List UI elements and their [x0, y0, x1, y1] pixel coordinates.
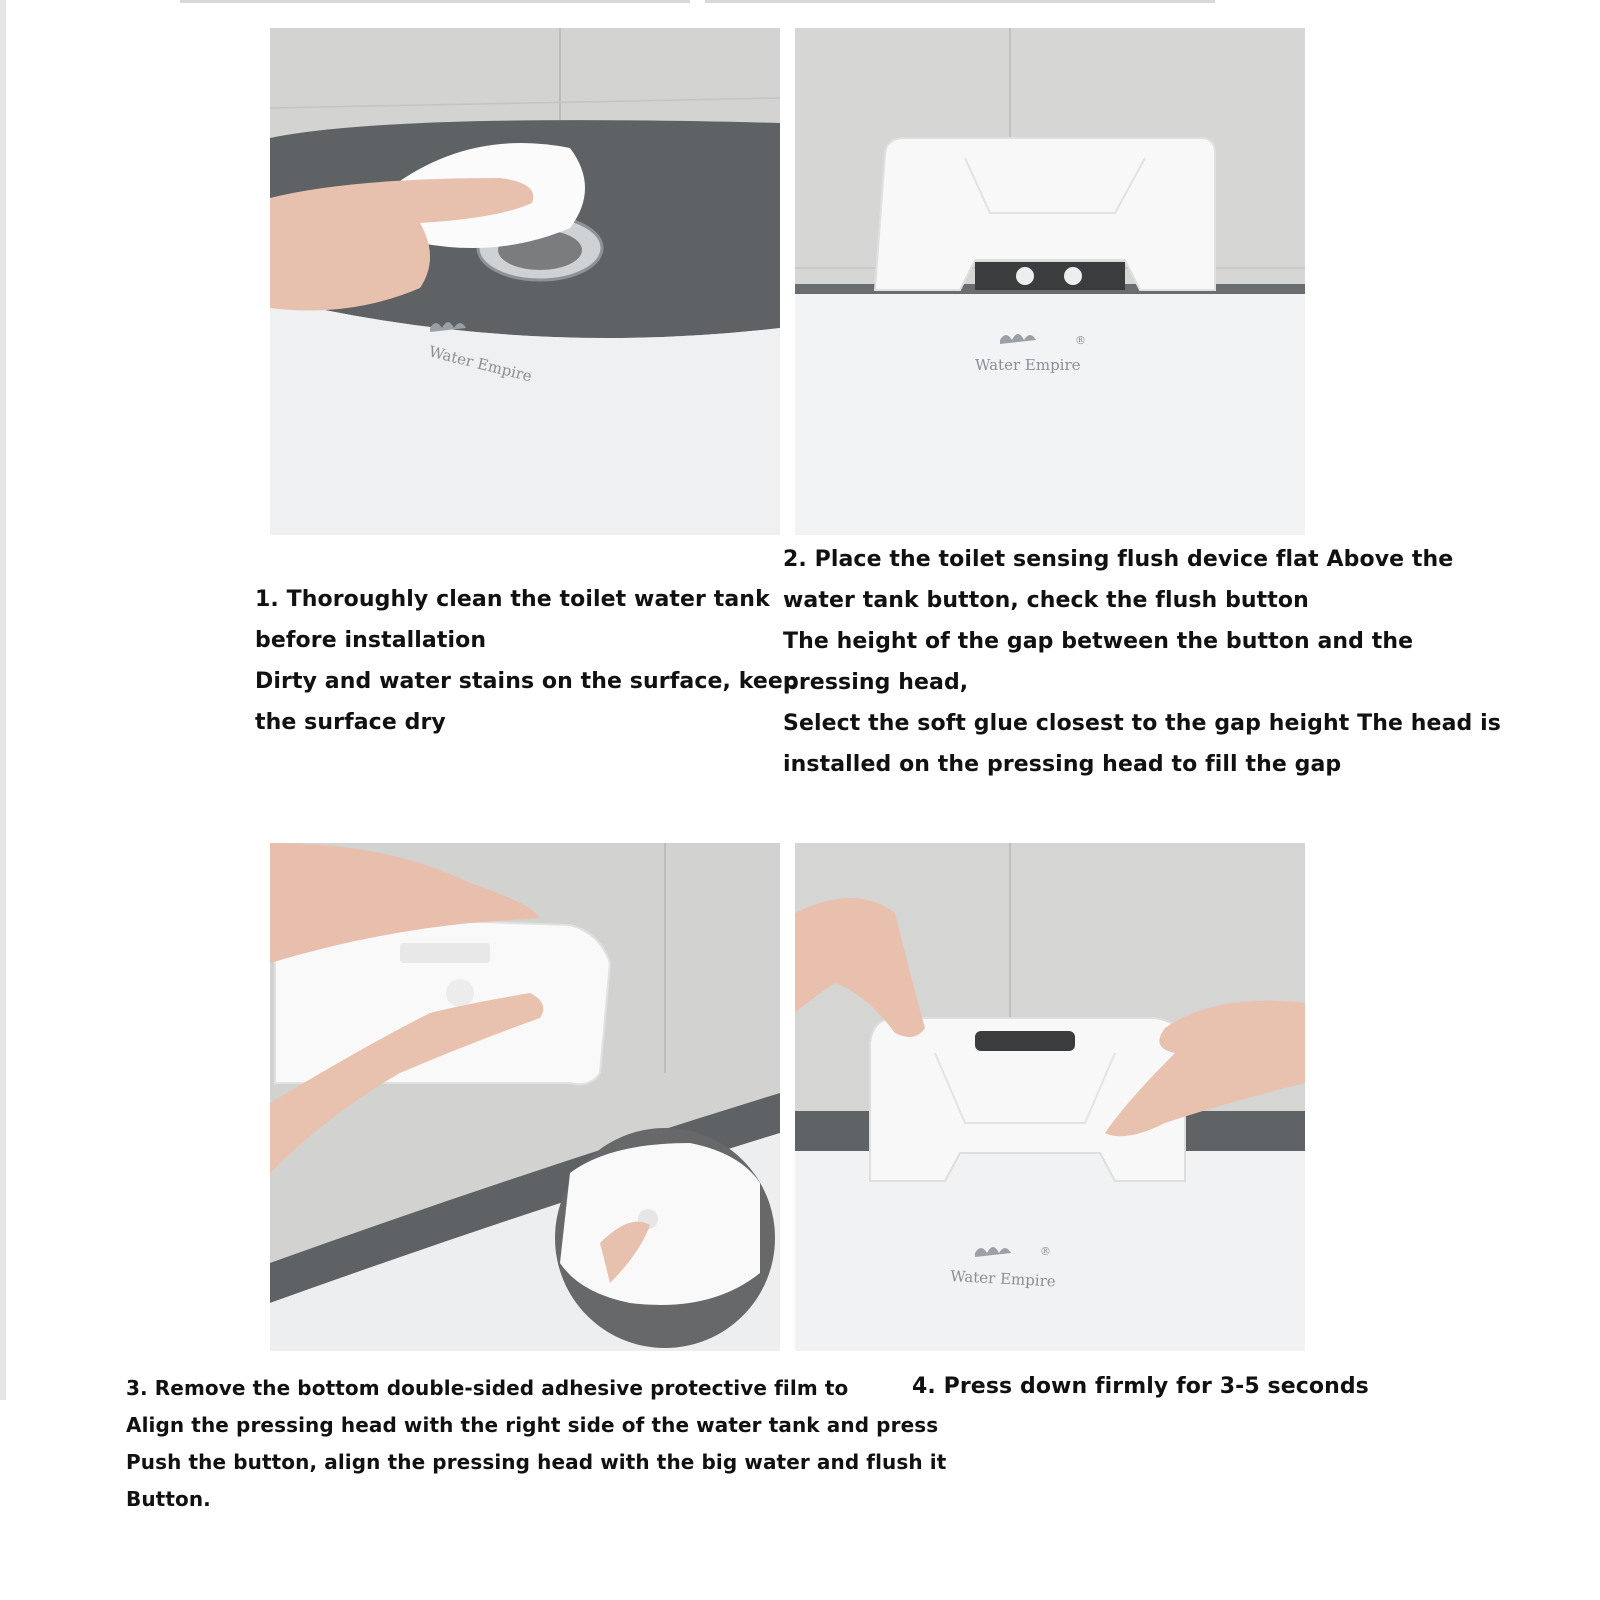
step-4-photo	[795, 843, 1305, 1351]
registered-mark: ®	[1040, 1245, 1051, 1258]
step-2-line: Select the soft glue closest to the gap height The head is	[783, 711, 1501, 736]
step-3-line: Push the button, align the pressing head with the big water and flush it	[126, 1450, 947, 1474]
logo-text: Water Empire	[975, 356, 1081, 374]
step-2-line: installed on the pressing head to fill the gap	[783, 752, 1342, 777]
step-3-line: 3. Remove the bottom double-sided adhesive protective film to	[126, 1376, 849, 1400]
step-2-line: water tank button, check the flush button	[783, 588, 1309, 613]
step-2-line: 2. Place the toilet sensing flush device flat Above the	[783, 547, 1454, 572]
page-left-edge	[0, 0, 6, 1400]
step-1-line: 1. Thoroughly clean the toilet water tank	[255, 587, 770, 612]
registered-mark: ®	[1075, 334, 1086, 347]
top-divider-left	[180, 0, 690, 3]
logo-text: Water Empire	[949, 1267, 1057, 1291]
step-4-illustration	[795, 843, 1305, 1351]
step-4-caption	[912, 1366, 1369, 1407]
step-2-illustration	[795, 28, 1305, 535]
logo-text: Water Empire	[427, 342, 534, 386]
step-3-photo	[270, 843, 780, 1351]
step-1-illustration	[270, 28, 780, 535]
step-2-photo	[795, 28, 1305, 535]
step-3-illustration	[270, 843, 780, 1351]
step-1-line: the surface dry	[255, 710, 446, 735]
step-2-caption	[783, 539, 1501, 785]
step-2-line: The height of the gap between the button and the	[783, 629, 1414, 654]
step-3-line: Align the pressing head with the right side of the water tank and press	[126, 1413, 939, 1437]
step-3-caption	[126, 1370, 946, 1518]
step-2-line: pressing head,	[783, 670, 969, 695]
top-divider-right	[705, 0, 1215, 3]
step-1-caption	[255, 579, 799, 743]
step-1-line: Dirty and water stains on the surface, keep	[255, 669, 799, 694]
step-1-line: before installation	[255, 628, 487, 653]
step-1-photo	[270, 28, 780, 535]
step-3-line: Button.	[126, 1487, 211, 1511]
step-4-line: 4. Press down firmly for 3-5 seconds	[912, 1374, 1369, 1399]
